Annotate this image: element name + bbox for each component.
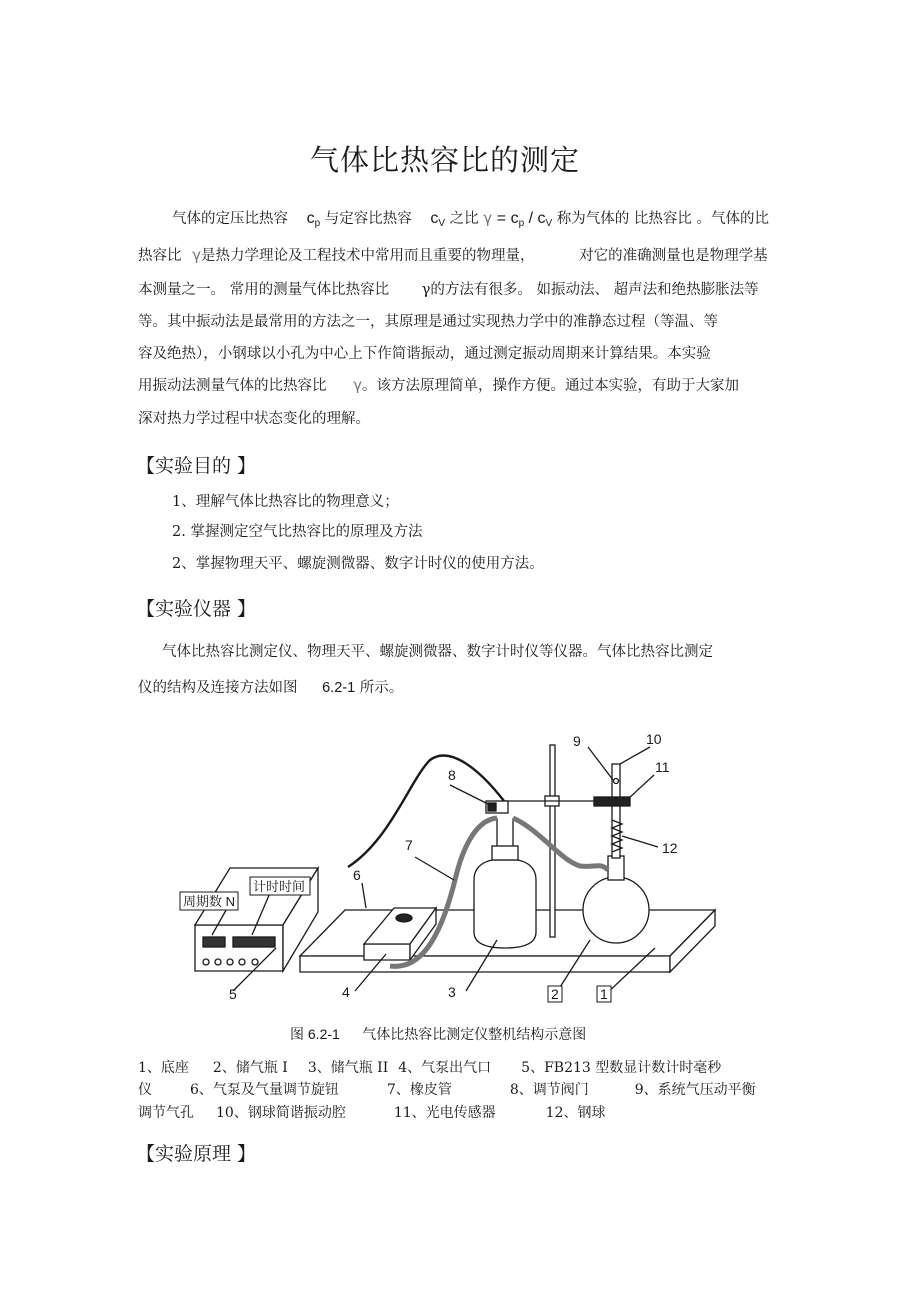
heading-principle: 【实验原理 】: [136, 1143, 257, 1165]
label-3: 3: [448, 984, 456, 1000]
cv-symbol: $c_V$: [430, 210, 446, 229]
label-12: 12: [662, 840, 678, 856]
display-period: [203, 937, 225, 947]
label-5: 5: [229, 986, 237, 1002]
purpose-item-2: 2. 掌握测定空气比热容比的原理及方法: [172, 524, 423, 540]
heading-apparatus: 【实验仪器 】: [136, 598, 257, 620]
stand-rod: [550, 745, 555, 937]
label-4: 4: [342, 984, 350, 1000]
heading-purpose: 【实验目的 】: [136, 455, 257, 477]
intro-line-2: 热容比 γ是热力学理论及工程技术中常用而且重要的物理量， 对它的准确测量也是物理学基: [138, 246, 768, 264]
apparatus-line-1: 气体比热容比测定仪、物理天平、螺旋测微器、数字计时仪等仪器。气体比热容比测定: [162, 644, 713, 660]
label-timing: 计时时间: [253, 879, 306, 894]
intro-line-4: 等。其中振动法是最常用的方法之一，其原理是通过实现热力学中的准静态过程（等温、等: [138, 314, 718, 330]
label-9: 9: [573, 733, 581, 749]
intro-line-3: 本测量之一。 常用的测量气体比热容比 γ的方法有很多。 如振动法、 超声法和绝热膨胀法等: [138, 282, 759, 298]
gamma-symbol: γ: [192, 246, 201, 264]
ratio-formula: = $c_p / c_V$: [496, 210, 553, 229]
bottle-ii: [474, 860, 536, 948]
label-period: 周期数 N: [183, 894, 236, 909]
intro-line-5: 容及绝热），小钢球以小孔为中心上下作简谐振动，通过测定振动周期来计算结果。本实验: [138, 346, 711, 362]
pump-box: [364, 944, 410, 960]
label-7: 7: [405, 837, 413, 853]
legend-row-3: 调节气孔 10、钢球简谐振动腔 11、光电传感器 12、钢球: [138, 1105, 606, 1121]
gamma-symbol: γ: [353, 376, 362, 394]
legend-row-2: 仪 6、气泵及气量调节旋钮 7、橡皮管 8、调节阀门 9、系统气压动平衡: [138, 1082, 756, 1098]
pump-knob: [396, 914, 412, 922]
base-plate-front: [300, 956, 670, 972]
label-6: 6: [353, 867, 361, 883]
cp-symbol: $c_p$: [306, 210, 321, 229]
intro-line-6: 用振动法测量气体的比热容比 γ。该方法原理简单，操作方便。通过本实验，有助于大家加: [138, 376, 739, 394]
label-2: 2: [551, 986, 559, 1002]
label-10: 10: [646, 731, 662, 747]
label-1: 1: [600, 986, 608, 1002]
page-title: 气体比热容比的测定: [309, 143, 580, 177]
label-8: 8: [448, 767, 456, 783]
purpose-item-3: 2、掌握物理天平、螺旋测微器、数字计时仪的使用方法。: [172, 556, 544, 572]
apparatus-line-2: 仪的结构及连接方法如图 6.2-1 所示。: [138, 680, 404, 696]
intro-line-7: 深对热力学过程中状态变化的理解。: [138, 411, 370, 427]
bottle-i: [583, 877, 649, 943]
intro-line-1: 气体的定压比热容 $c_p$ 与定容比热容 $c_V$ 之比 $\gamma = c_p / c_V$ 称为气体的 比热容比 。气体的比: [172, 209, 769, 229]
label-11: 11: [655, 759, 670, 775]
long-hose: [348, 756, 504, 867]
photo-sensor: [594, 797, 630, 806]
purpose-item-1: 1、理解气体比热容比的物理意义；: [172, 494, 399, 510]
display-timing: [233, 937, 275, 947]
figure-caption: 图 6.2-1 气体比热容比测定仪整机结构示意图: [290, 1026, 587, 1043]
legend-row-1: 1、底座 2、储气瓶 I 3、储气瓶 II 4、气泵出气口 5、FB213 型数显计数计时毫秒: [138, 1060, 722, 1076]
rubber-hose-2: [513, 818, 608, 870]
gamma-symbol: γ: [483, 209, 493, 227]
